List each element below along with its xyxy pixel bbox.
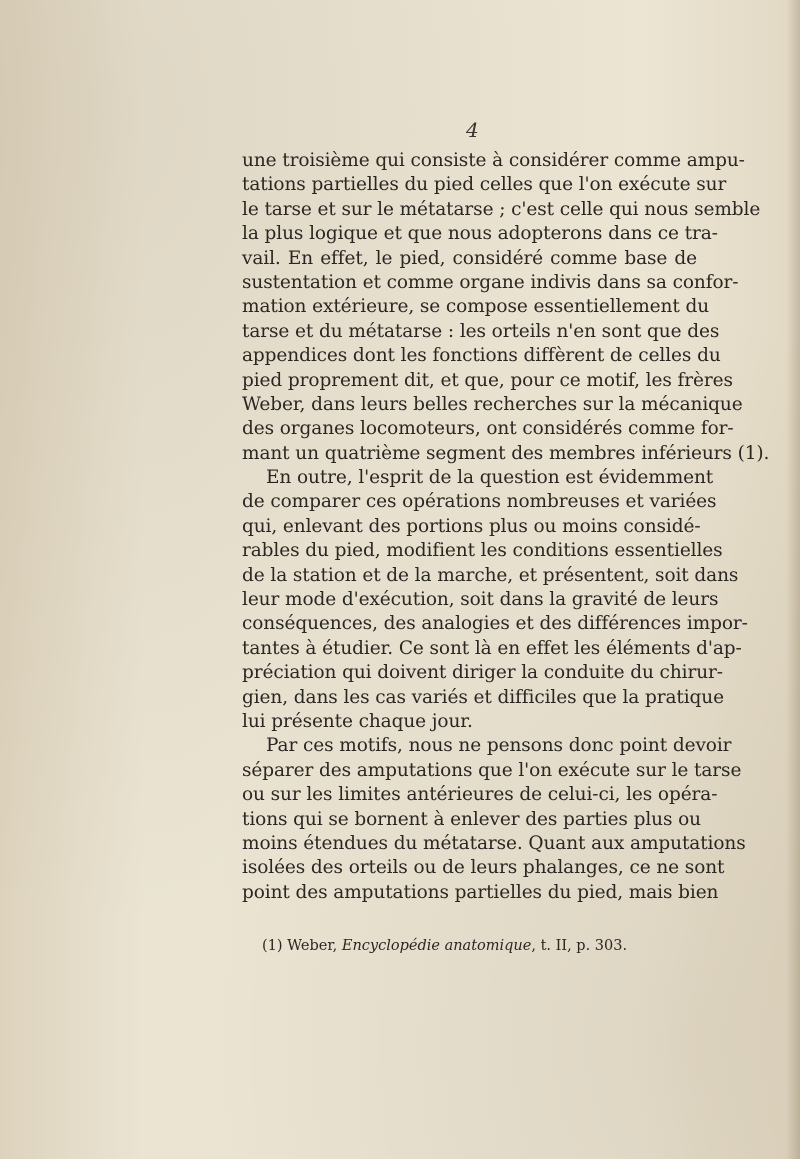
page-edge-shadow (786, 0, 800, 1159)
text-line: de la station et de la marche, et présentent, soit dans (242, 564, 739, 586)
text-line: de comparer ces opérations nombreuses et variées (242, 491, 717, 513)
text-line: la plus logique et que nous adopterons dans ce tra- (242, 223, 718, 245)
text-line: tantes à étudier. Ce sont là en effet les éléments d'ap- (242, 637, 742, 659)
text-line: tations partielles du pied celles que l'on exécute sur (242, 174, 727, 196)
text-line: appendices dont les fonctions diffèrent de celles du (242, 345, 721, 367)
page-number: 4 (466, 118, 479, 142)
text-line: préciation qui doivent diriger la conduite du chirur- (242, 662, 723, 684)
text-line: rables du pied, modifient les conditions essentielles (242, 540, 723, 562)
text-line: lui présente chaque jour. (242, 710, 473, 732)
text-line: point des amputations partielles du pied, mais bien (242, 881, 719, 903)
text-line: des organes locomoteurs, ont considérés comme for- (242, 418, 734, 440)
text-line: leur mode d'exécution, soit dans la gravité de leurs (242, 589, 719, 611)
footnote-title: Encyclopédie anatomique (341, 938, 532, 954)
text-line: ou sur les limites antérieures de celui-ci, les opéra- (242, 784, 718, 806)
footnote (262, 938, 627, 954)
text-line: mation extérieure, se compose essentiellement du (242, 296, 710, 318)
text-line: Weber, dans leurs belles recherches sur la mécanique (242, 393, 743, 415)
text-line: tions qui se bornent à enlever des parties plus ou (242, 808, 701, 830)
paragraph-start-line: Par ces motifs, nous ne pensons donc point devoir (266, 735, 732, 757)
text-line: tarse et du métatarse : les orteils n'en sont que des (242, 320, 720, 342)
footnote-reference: , t. II, p. 303. (531, 938, 628, 954)
text-line: gien, dans les cas variés et difficiles que la pratique (242, 686, 724, 708)
text-line: isolées des orteils ou de leurs phalanges, ce ne sont (242, 857, 725, 879)
text-line: pied proprement dit, et que, pour ce motif, les frères (242, 369, 733, 391)
text-line: une troisième qui consiste à considérer comme ampu- (242, 150, 745, 171)
text-line: conséquences, des analogies et des différences impor- (242, 613, 748, 635)
text-line: sustentation et comme organe indivis dans sa confor- (242, 271, 739, 293)
text-line: moins étendues du métatarse. Quant aux amputations (242, 832, 746, 854)
footnote-marker: (1) Weber, (262, 938, 342, 954)
text-line: le tarse et sur le métatarse ; c'est celle qui nous semble (242, 198, 761, 220)
body-text (242, 149, 770, 905)
text-line: qui, enlevant des portions plus ou moins considé- (242, 515, 701, 537)
text-line: vail. En effet, le pied, considéré comme base de (242, 247, 697, 269)
text-line: séparer des amputations que l'on exécute sur le tarse (242, 759, 742, 781)
paragraph-start-line: En outre, l'esprit de la question est évidemment (266, 467, 714, 489)
text-line: mant un quatrième segment des membres inférieurs (1). (242, 442, 770, 464)
